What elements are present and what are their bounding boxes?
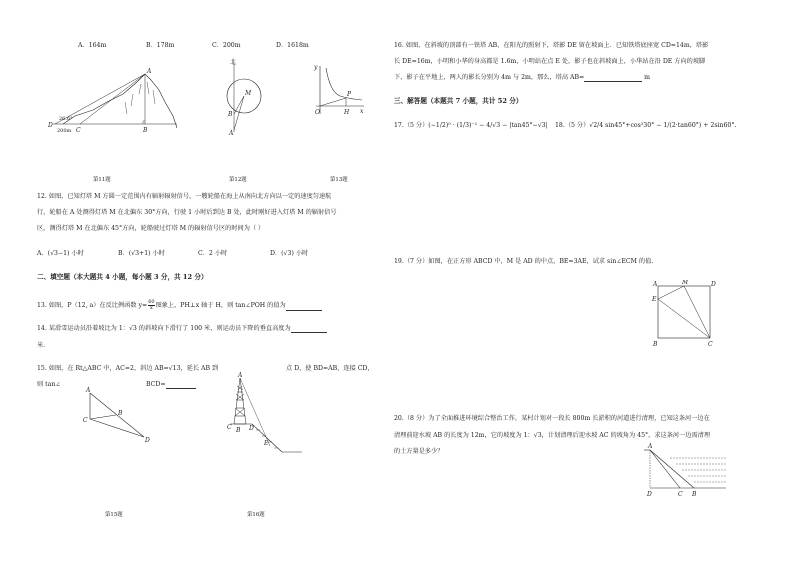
q11-label-a: A [147,68,152,75]
q19-line-mc [684,286,710,338]
q11-label-d: D [48,122,53,129]
q15-text-a: 15. 如图，在 Rt△ABC 中，AC=2，斜边 AB=√13，延长 AB 到 [37,365,219,372]
q11-option-c: C．200m [212,42,241,49]
q19-label-d: D [711,281,716,288]
q19-label-b: B [653,341,658,348]
q15-text-d: BCD= [146,381,196,389]
q12-line2: 行，轮船在 A 处测得灯塔 M 在北偏东 30°方向，行驶 1 小时后到达 B 处，此时刚好进入灯塔 M 的辐射信号 [37,209,337,216]
tower [234,378,246,424]
q12-option-d: D．(√3) 小时 [270,250,309,257]
q16-label-e: E [264,440,269,447]
q15-label-a: A [86,387,91,394]
q13-label-x: x [360,108,364,115]
q15-side-cb [90,415,116,419]
q15-caption: 第15题 [105,512,123,518]
q16-label-a: A [238,372,243,379]
q11-label-c: C [76,127,81,134]
q12-figure [214,56,274,138]
q12-option-c: C．2 小时 [198,250,228,257]
q16-label-c: C [227,424,232,431]
q11-option-a: A．164m [78,42,107,49]
q12-label-b: B [228,111,233,118]
q15-text-b: 点 D，使 BD=AB，连接 CD， [286,365,374,372]
q15-figure [80,385,155,447]
q15-text-c: 则 tan∠ [37,381,61,388]
q15-label-c: C [83,417,88,424]
q20-line3: 的土方量是多少？ [394,448,444,455]
q12-caption: 第12题 [229,177,247,183]
q12-label-a: A [229,130,234,137]
q12-label-m: M [245,90,252,97]
q13-label-p: P [347,91,352,98]
q19-label-e: E [652,296,657,303]
q18-text: 18.（5 分）√2/4 sin45°+cos²30° − 1/(2·tan60°) + 2sin60°. [555,122,737,129]
q12-option-b: B．(√3+1) 小时 [118,250,165,257]
q16-slope [252,424,282,452]
q15-side-cd [90,419,144,437]
q11-label-b: B [143,127,148,134]
water-hatching [670,458,726,482]
q19-label-c: C [708,341,713,348]
q20-slope-ac [650,450,680,488]
q16-line2: 长 DE=16m，小明和小华的身高都是 1.6m，小明站在点 E 处，影子也在斜坡面上，小华站在沿 DE 方向的坡脚 [394,58,706,65]
q12-line1: 12. 如图，已知灯塔 M 方圆一定范围内有辐射辐射信号，一艘轮船在海上从南向北方向以一定的速度匀速航 [37,193,332,200]
q20-slope-ab [650,450,694,488]
q11-option-b: B．178m [146,42,175,49]
q11-sight-line-c [80,74,145,124]
q19-square [658,286,710,338]
q16-label-d: D [249,425,254,432]
q17-text: 17.（5 分）(−1/2)⁰ · (1/3)⁻¹ − 4/√3 − |tan45°−√3| [394,122,548,129]
q19-figure [646,280,716,350]
q16-line3: 下，影子在平地上，两人的影长分别为 4m 与 2m，那么，塔高 AB= m [394,74,651,81]
q13-frac-den: x [149,305,153,311]
mountain-outline [63,74,177,128]
q11-label-angle: 26.6° [59,116,73,122]
q13-label-h: H [344,109,350,116]
q11-option-d: D．1618m [276,42,309,49]
q15-side-ad [90,393,144,437]
q16-caption: 第16题 [247,512,265,518]
q11-figure [45,64,180,136]
q19-label-a: A [653,281,658,288]
q12-label-north: 北 [230,59,237,66]
q14-text: 14. 某滑雪运动员沿着坡比为 1：√3 的斜坡向下滑行了 100 米，则运动员下降的垂直高度为 [37,325,327,333]
q19-text: 19.（7 分）如图，在正方形 ABCD 中，M 是 AD 的中点，BE=3AE，试求 sin∠ECM 的值. [394,258,654,265]
q19-label-m: M [682,280,689,286]
q16-line1: 16. 如图，在斜坡的顶部有一铁塔 AB，在阳光的照射下，塔影 DE 留在坡面上．已知铁塔底座宽 CD=14m，塔影 [394,42,709,49]
q13-caption: 第13题 [330,177,348,183]
q12-option-a: A．(√3−1) 小时 [37,250,84,257]
q14-unit: 米． [37,342,50,349]
q12-line3: 区，测得灯塔 M 在北偏东 45°方向，轮船驶过灯塔 M 的辐射信号区的时间为（ ） [37,225,265,232]
q19-line-ec [658,299,710,338]
q13-text: 13. 如图，P（12, a）在反比例函数 y= $\frac{60}{x}$ 图象上，PH⊥x 轴于 H，则 tan∠POH 的值为 [37,300,322,311]
q15-label-b: B [118,410,123,417]
q20-label-d: D [647,491,652,498]
q16-figure [222,372,304,457]
q15-label-d: D [145,437,150,444]
q20-figure [640,442,730,500]
q13-line-op [320,98,346,106]
q19-line-em [658,286,684,299]
hyperbola-curve [326,68,362,100]
q20-label-a: A [648,443,653,450]
q13-label-o: O [315,109,320,116]
q12-line-bm [234,96,244,114]
q13-frac-num: 60 [148,299,155,305]
q20-label-b: B [692,491,697,498]
q16-label-b: B [236,427,241,434]
q20-line2: 清理前迎水坡 AB 的长度为 12m，它的坡度为 1：√3，计划清理后迎水坡 AC 的坡角为 45°，求这条河一边需清理 [394,432,711,439]
q20-label-c: C [678,491,683,498]
q11-caption: 第11题 [93,177,111,183]
section3-title: 三、解答题（本题共 7 小题，共计 52 分） [394,97,523,105]
q20-line1: 20.（8 分）为了全面推进环境综合整治工作，某村计划对一段长 800m 长淤积的河道进行清理，已知这条河一边在 [394,415,710,422]
q11-label-dist: 200m [57,128,72,134]
q13-label-y: y [314,64,318,71]
q13-figure [310,62,366,122]
section2-title: 二、填空题（本大题共 4 小题，每小题 3 分，共 12 分） [37,273,208,281]
